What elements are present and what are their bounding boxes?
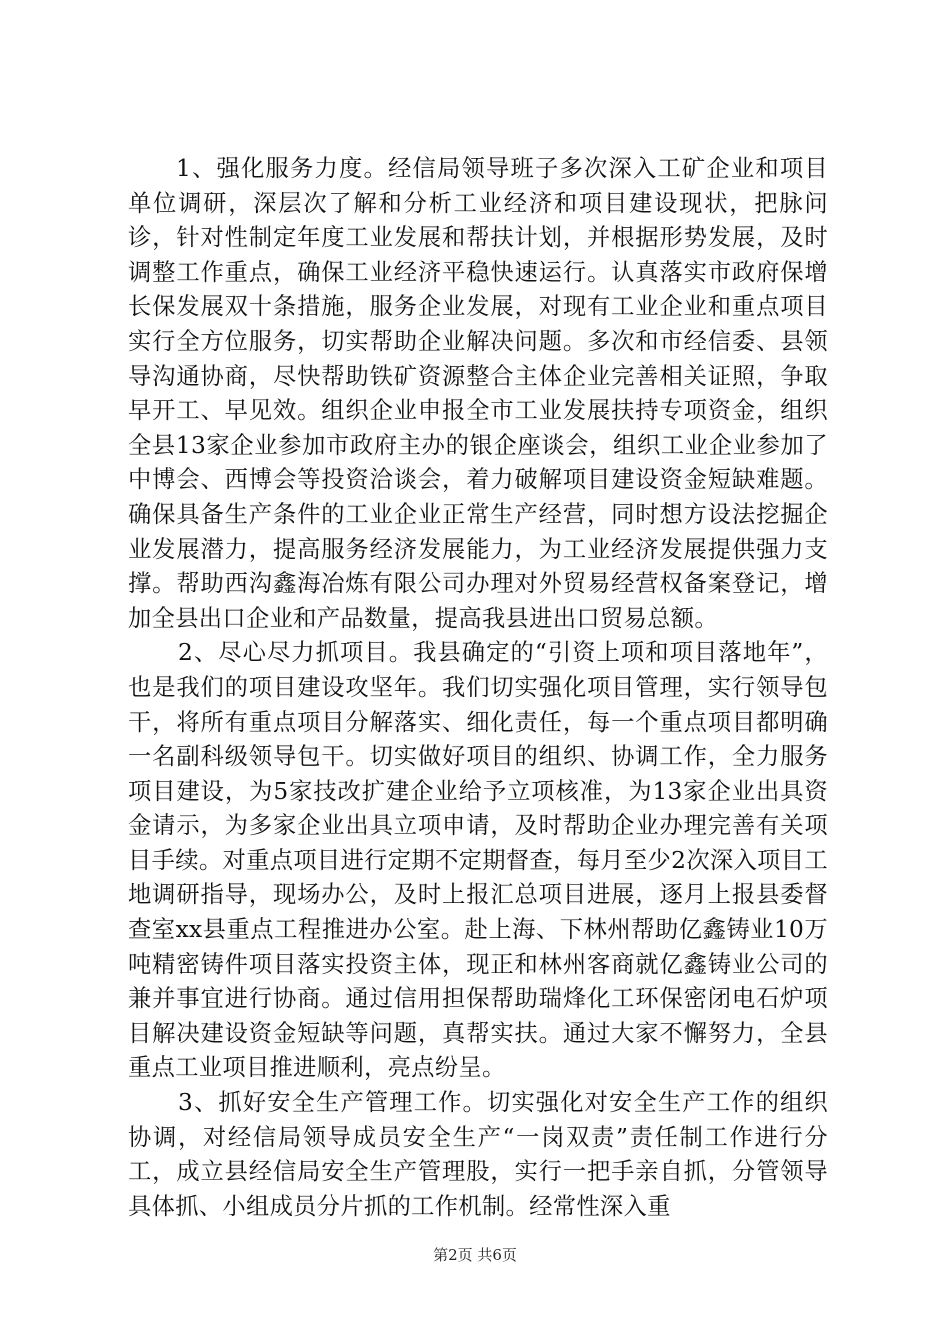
paragraph-safety-production: 3、抓好安全生产管理工作。切实强化对安全生产工作的组织协调，对经信局领导成员安全生产“一岗双责”责任制工作进行分工，成立县经信局安全生产管理股，实行一把手亲自抓，分管领导具体抓、小组成员分片抓的工作机制。经常性深入重 [128, 1089, 828, 1220]
paragraph-project-work: 2、尽心尽力抓项目。我县确定的“引资上项和项目落地年”，也是我们的项目建设攻坚年。我们切实强化项目管理，实行领导包干，将所有重点项目分解落实、细化责任，每一个重点项目都明确一名副科级领导包干。切实做好项目的组织、协调工作，全力服务项目建设，为5家技改扩建企业给予立项核准，为13家企业出具资金请示，为多家企业出具立项申请，及时帮助企业办理完善有关项目手续。对重点项目进行定期不定期督查，每月至少2次深入项目工地调研指导，现场办公，及时上报汇总项目进展，逐月上报县委督查室xx县重点工程推进办公室。赴上海、下林州帮助亿鑫铸业10万吨精密铸件项目落实投资主体，现正和林州客商就亿鑫铸业公司的兼并事宜进行协商。通过信用担保帮助瑞烽化工环保密闭电石炉项目解决建设资金短缺等问题，真帮实扶。通过大家不懈努力，全县重点工业项目推进顺利，亮点纷呈。 [128, 639, 828, 1082]
page-footer: 第2页 共6页 [433, 1246, 517, 1264]
document-body [128, 152, 828, 1224]
paragraph-strengthen-service: 1、强化服务力度。经信局领导班子多次深入工矿企业和项目单位调研，深层次了解和分析工业经济和项目建设现状，把脉问诊，针对性制定年度工业发展和帮扶计划，并根据形势发展，及时调整工作重点，确保工业经济平稳快速运行。认真落实市政府保增长保发展双十条措施，服务企业发展，对现有工业企业和重点项目实行全方位服务，切实帮助企业解决问题。多次和市经信委、县领导沟通协商，尽快帮助铁矿资源整合主体企业完善相关证照，争取早开工、早见效。组织企业申报全市工业发展扶持专项资金，组织全县13家企业参加市政府主办的银企座谈会，组织工业企业参加了中博会、西博会等投资洽谈会，着力破解项目建设资金短缺难题。确保具备生产条件的工业企业正常生产经营，同时想方设法挖掘企业发展潜力，提高服务经济发展能力，为工业经济发展提供强力支撑。帮助西沟鑫海冶炼有限公司办理对外贸易经营权备案登记，增加全县出口企业和产品数量，提高我县进出口贸易总额。 [128, 155, 828, 632]
